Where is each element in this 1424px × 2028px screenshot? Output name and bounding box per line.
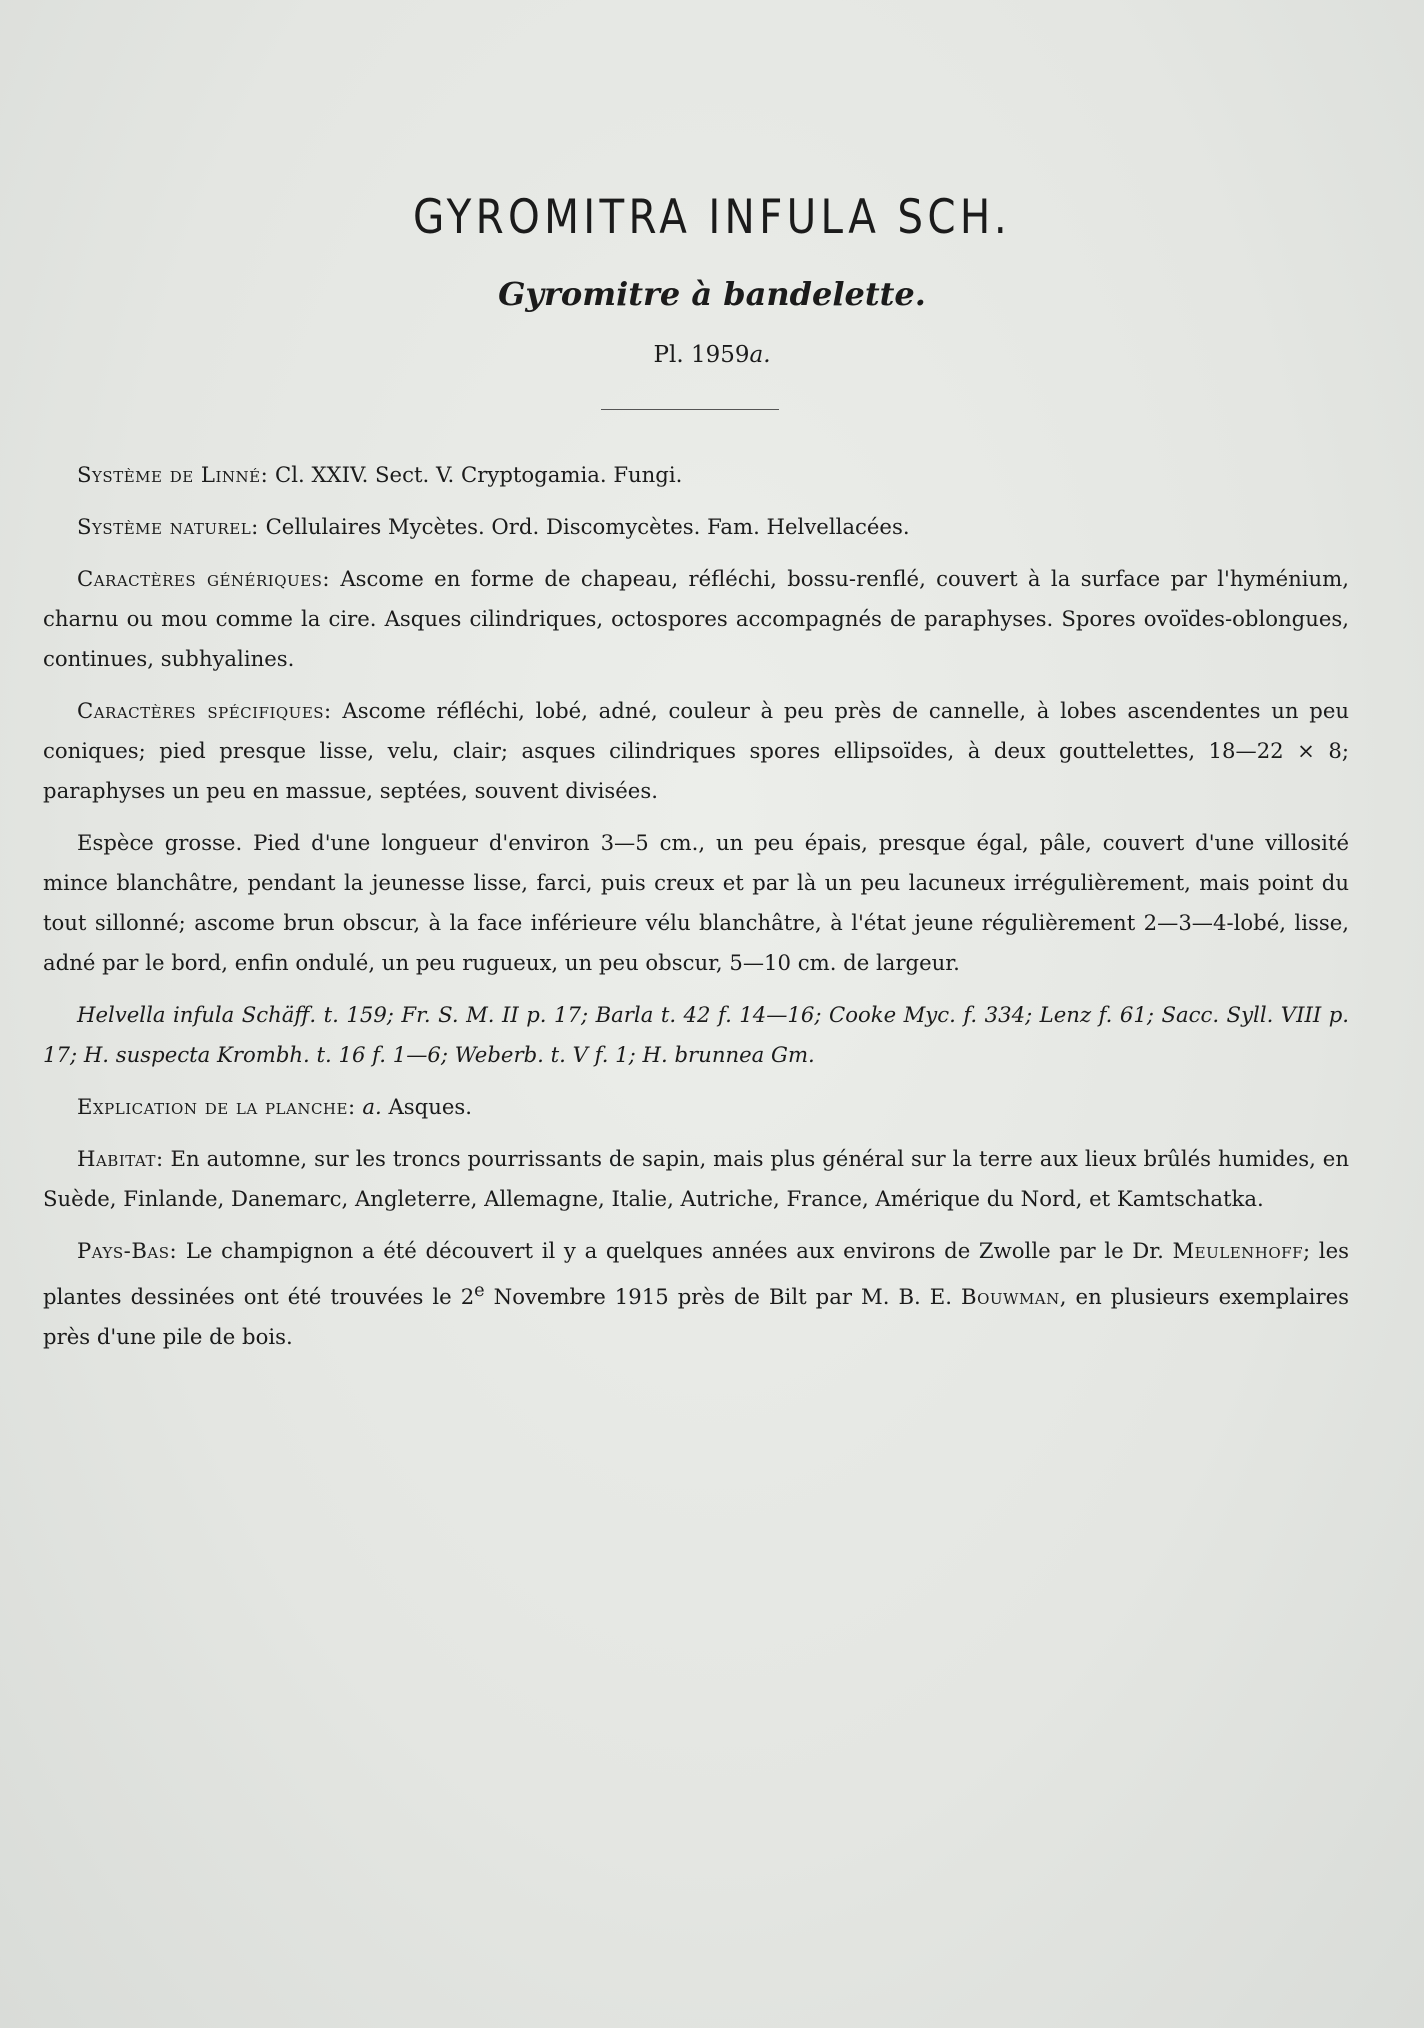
section-text: Cellulaires Mycètes. Ord. Discomycètes. Fam. Helvellacées. — [258, 514, 910, 539]
section-text: Ascome en forme de chapeau, réfléchi, bossu-renflé, couvert à la surface par l'hyménium, charnu ou mou comme la cire. Asques cilindriques, octospores accompagnés de paraphyses. Spores ovoïdes-oblongues, continues, subhyalines. — [43, 566, 1349, 671]
section-specifiques — [43, 691, 1349, 811]
title-divider — [601, 409, 779, 410]
person-name: Meulenhoff — [1172, 1238, 1303, 1263]
plate-reference — [0, 342, 1424, 368]
section-text: Cl. XXIV. Sect. V. Cryptogamia. Fungi. — [268, 462, 683, 487]
section-text: Asques. — [381, 1094, 472, 1119]
plate-suffix: a. — [749, 342, 771, 368]
section-text: En automne, sur les troncs pourrissants de sapin, mais plus général sur la terre aux lieux brûlés humides, en Suède, Finlande, Danemarc, Angleterre, Allemagne, Italie, Autriche, France, Amérique du Nord, et Kamtschatka. — [43, 1146, 1349, 1211]
section-text: ; les plantes dessinées ont été trouvées le 2 — [43, 1238, 1349, 1310]
document-body — [43, 455, 1349, 1369]
section-label: Système de Linné: — [77, 462, 269, 487]
section-text: Le champignon a été découvert il y a quelques années aux environs de Zwolle par le Dr. — [177, 1238, 1173, 1263]
section-label: Pays-Bas: — [77, 1238, 178, 1263]
section-habitat — [43, 1139, 1349, 1219]
section-explication — [43, 1087, 1349, 1127]
section-label: Explication de la planche: — [77, 1094, 356, 1119]
section-linne — [43, 455, 1349, 495]
person-name: Bouwman — [961, 1284, 1060, 1310]
section-description: Espèce grosse. Pied d'une longueur d'environ 3—5 cm., un peu épais, presque égal, pâle, couvert d'une villosité mince blanchâtre, pendant la jeunesse lisse, farci, puis creux et par là un peu lacuneux irrégulièrement, mais point du tout sillonné; ascome brun obscur, à la face inférieure vélu blanchâtre, à l'état jeune régulièrement 2—3—4-lobé, lisse, adné par le bord, enfin ondulé, un peu rugueux, un peu obscur, 5—10 cm. de largeur. — [43, 830, 1349, 975]
section-label: Caractères spécifiques: — [77, 698, 332, 723]
section-text: Novembre 1915 près de Bilt par M. B. E. — [484, 1284, 962, 1310]
section-label: Système naturel: — [77, 514, 259, 539]
section-text: Ascome réfléchi, lobé, adné, couleur à peu près de cannelle, à lobes ascendentes un peu coniques; pied presque lisse, velu, clair; asques cilindriques spores ellipsoïdes, à deux gouttelettes, 18—22 ⨯ 8; paraphyses un peu en massue, septées, souvent divisées. — [43, 698, 1349, 803]
section-generiques — [43, 559, 1349, 679]
section-label: Habitat: — [77, 1146, 164, 1171]
ordinal-suffix: e — [474, 1281, 485, 1301]
plate-letter: a. — [362, 1094, 382, 1119]
page-title: GYROMITRA INFULA SCH. — [413, 190, 1011, 245]
section-synonymy: Helvella infula Schäff. t. 159; Fr. S. M. II p. 17; Barla t. 42 f. 14—16; Cooke Myc. f. 334; Lenz f. 61; Sacc. Syll. VIII p. 17; H. suspecta Krombh. t. 16 f. 1—6; Weberb. t. V f. 1; H. brunnea Gm. — [43, 1002, 1349, 1067]
section-naturel — [43, 507, 1349, 547]
section-paysbas — [43, 1231, 1349, 1357]
plate-number: Pl. 1959 — [653, 342, 750, 368]
page-subtitle: Gyromitre à bandelette. — [498, 275, 926, 313]
section-text: , en plusieurs exemplaires près d'une pile de bois. — [43, 1284, 1349, 1350]
section-label: Caractères génériques: — [77, 566, 331, 591]
